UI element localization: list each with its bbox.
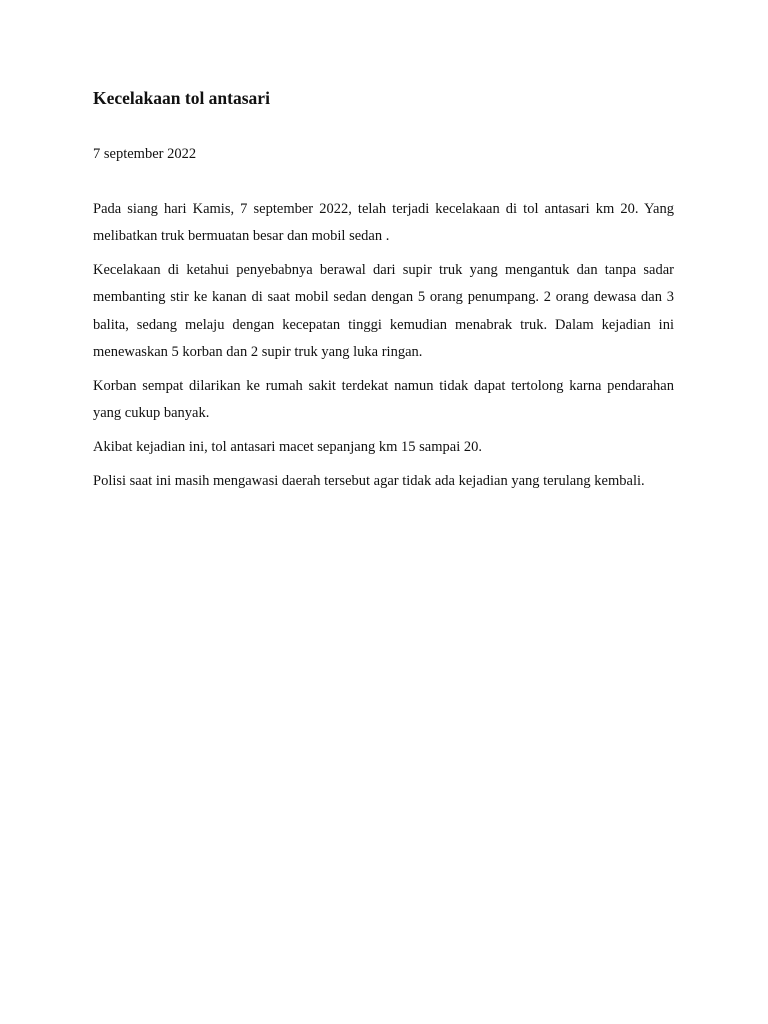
- paragraph: Polisi saat ini masih mengawasi daerah tersebut agar tidak ada kejadian yang terulang kembali.: [93, 472, 645, 489]
- paragraph: Korban sempat dilarikan ke rumah sakit terdekat namun tidak dapat tertolong karna pendarahan yang cukup banyak.: [93, 377, 674, 422]
- document-body: [93, 86, 674, 489]
- paragraph: Kecelakaan di ketahui penyebabnya berawal dari supir truk yang mengantuk dan tanpa sadar membanting stir ke kanan di saat mobil sedan dengan 5 orang penumpang. 2 orang dewasa dan 3 balita, sedang melaju dengan kecepatan tinggi kemudian menabrak truk. Dalam kejadian ini menewaskan 5 korban dan 2 supir truk yang luka ringan.: [93, 262, 674, 360]
- paragraph: Pada siang hari Kamis, 7 september 2022, telah terjadi kecelakaan di tol antasari km 20. Yang melibatkan truk bermuatan besar dan mobil sedan .: [93, 201, 674, 245]
- paragraph: Akibat kejadian ini, tol antasari macet sepanjang km 15 sampai 20.: [93, 438, 482, 455]
- document-title: Kecelakaan tol antasari: [93, 88, 270, 108]
- article-text: [93, 196, 674, 501]
- document-date: 7 september 2022: [93, 146, 197, 162]
